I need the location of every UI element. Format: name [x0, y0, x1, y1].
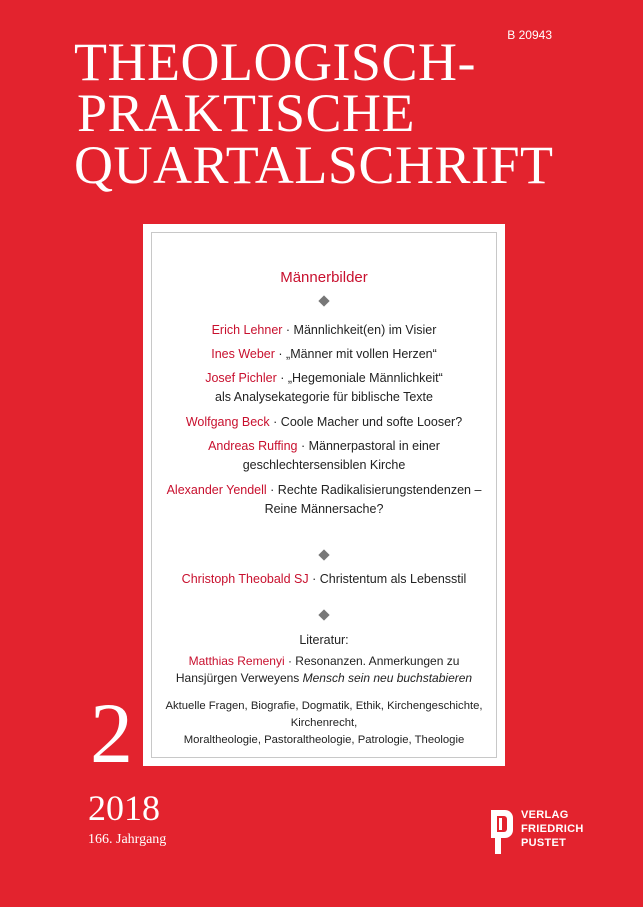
article-extra: Christoph Theobald SJ · Christentum als Lebensstil [181, 572, 467, 586]
issn-code: B 20943 [507, 28, 552, 42]
article-title: Christentum als Lebensstil [319, 572, 467, 586]
literature-book-title: Mensch sein neu buchstabieren [302, 671, 473, 685]
issue-year: 2018 [88, 788, 160, 828]
article-1: Erich Lehner · Männlichkeit(en) im Visier [211, 323, 437, 337]
article-author: Erich Lehner [211, 323, 283, 337]
article-author: Wolfgang Beck [185, 415, 270, 429]
literature-heading: Literatur: [299, 633, 349, 647]
article-title: Männlichkeit(en) im Visier [293, 323, 437, 337]
contents-panel [145, 226, 503, 764]
literature-author: Matthias Remenyi [188, 654, 285, 668]
article-4: Wolfgang Beck · Coole Macher und softe Looser? [185, 415, 463, 429]
article-title: Männerpastoral in einer [308, 439, 440, 453]
article-2: Ines Weber · „Männer mit vollen Herzen“ [211, 347, 437, 361]
article-title: Coole Macher und softe Looser? [280, 415, 463, 429]
title-line-2: PRAKTISCHE [77, 83, 416, 144]
article-3: Josef Pichler · „Hegemoniale Männlichkeit“ als Analysekategorie für biblische Texte [205, 371, 443, 404]
article-title: „Männer mit vollen Herzen“ [286, 347, 437, 361]
literature-entry: Matthias Remenyi · Resonanzen. Anmerkungen zu Hansjürgen Verweyens Mensch sein neu buchstabieren [175, 654, 473, 685]
article-title: „Hegemoniale Männlichkeit“ [287, 371, 443, 385]
article-author: Andreas Ruffing [208, 439, 298, 453]
literature-topics: Aktuelle Fragen, Biografie, Dogmatik, Ethik, Kirchengeschichte, Kirchenrecht, Moraltheologie, Pastoraltheologie, Patrologie, Theologie [165, 700, 483, 746]
diamond-divider-icon [318, 549, 329, 560]
article-title-cont: als Analysekategorie für biblische Texte [215, 390, 433, 404]
issue-number: 2 [90, 685, 133, 781]
contents-frame [151, 232, 497, 758]
article-author: Christoph Theobald SJ [181, 572, 309, 586]
article-title-cont: Reine Männersache? [264, 502, 384, 516]
publisher-block [487, 808, 584, 858]
pustet-logo-icon [487, 808, 515, 858]
article-title-cont: geschlechtersensiblen Kirche [242, 458, 406, 472]
title-line-3: QUARTALSCHRIFT [74, 134, 554, 195]
article-6: Alexander Yendell · Rechte Radikalisierungstendenzen – Reine Männersache? [166, 483, 482, 516]
issue-theme: Männerbilder [280, 269, 368, 286]
title-line-1: THEOLOGISCH- [74, 32, 476, 92]
article-title: Rechte Radikalisierungstendenzen – [277, 483, 482, 497]
article-author: Ines Weber [211, 347, 275, 361]
literature-title: Resonanzen. Anmerkungen zu [295, 654, 460, 668]
volume: 166. Jahrgang [88, 832, 167, 847]
article-5: Andreas Ruffing · Männerpastoral in einer geschlechtersensiblen Kirche [208, 439, 440, 472]
publisher-name: VERLAG FRIEDRICH PUSTET [521, 809, 584, 849]
diamond-divider-icon [318, 609, 329, 620]
diamond-divider-icon [318, 295, 329, 306]
article-author: Alexander Yendell [166, 483, 267, 497]
article-author: Josef Pichler [205, 371, 277, 385]
